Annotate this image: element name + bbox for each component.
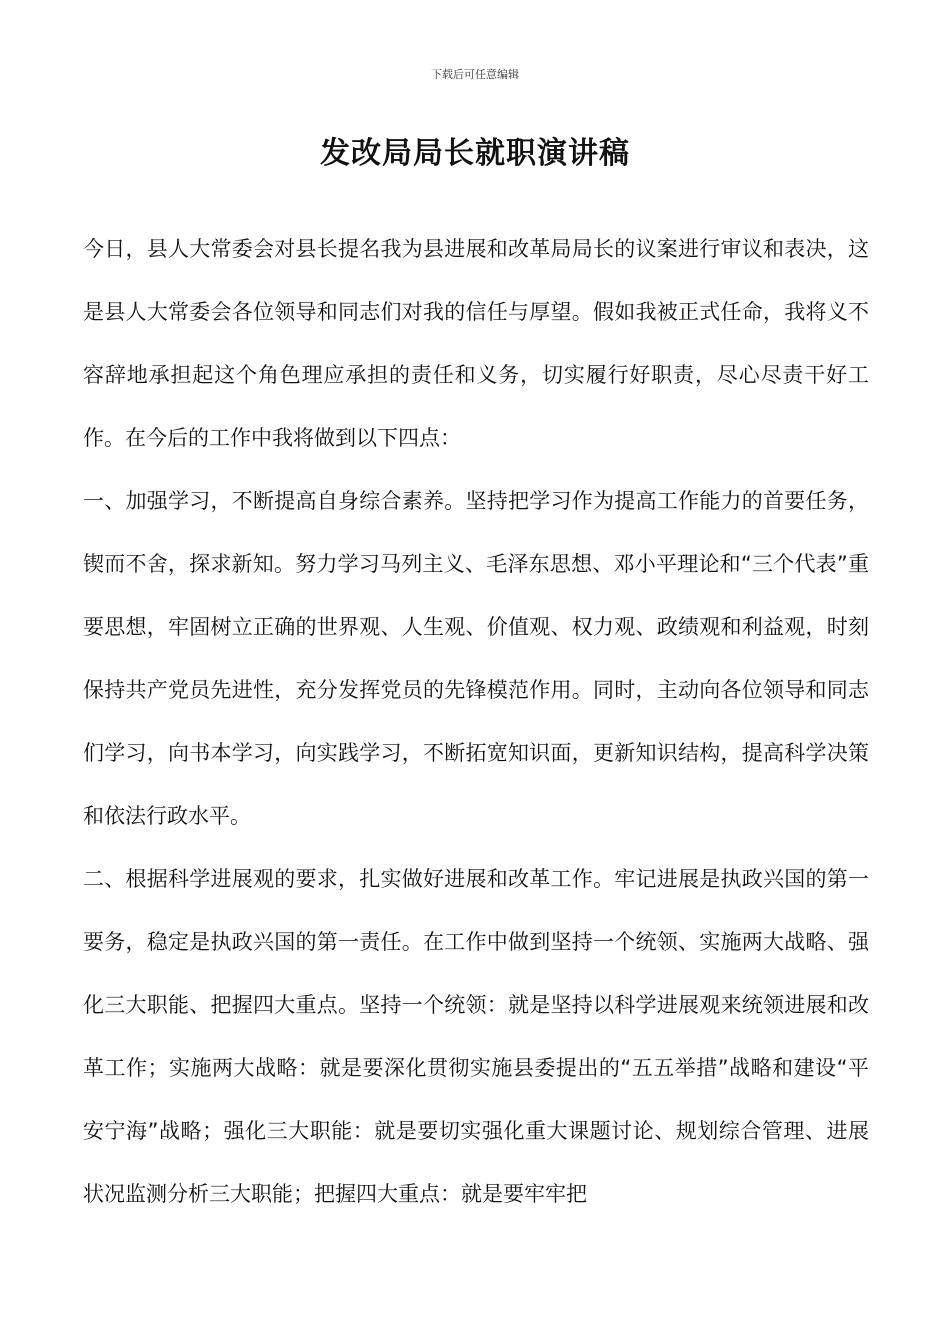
paragraph-intro: 今日，县人大常委会对县长提名我为县进展和改革局局长的议案进行审议和表决，这是县人大常委会各位领导和同志们对我的信任与厚望。假如我被正式任命，我将义不容辞地承担起这个角色理应承担的责任和义务，切实履行好职责，尽心尽责干好工作。在今后的工作中我将做到以下四点：	[83, 237, 869, 450]
paragraph-point-two: 二、根据科学进展观的要求，扎实做好进展和改革工作。牢记进展是执政兴国的第一要务，稳定是执政兴国的第一责任。在工作中做到坚持一个统领、实施两大战略、强化三大职能、把握四大重点。坚持一个统领：就是坚持以科学进展观来统领进展和改革工作；实施两大战略：就是要深化贯彻实施县委提出的“五五举措”战略和建设“平安宁海”战略；强化三大职能：就是要切实强化重大课题讨论、规划综合管理、进展状况监测分析三大职能；把握四大重点：就是要牢牢把	[83, 867, 869, 1206]
document-title: 发改局局长就职演讲稿	[320, 136, 630, 171]
header-note: 下载后可任意编辑	[431, 68, 519, 81]
document-body	[83, 218, 869, 1226]
paragraph-point-one: 一、加强学习，不断提高自身综合素养。坚持把学习作为提高工作能力的首要任务，锲而不舍，探求新知。努力学习马列主义、毛泽东思想、邓小平理论和“三个代表”重要思想，牢固树立正确的世界观、人生观、价值观、权力观、政绩观和利益观，时刻保持共产党员先进性，充分发挥党员的先锋模范作用。同时，主动向各位领导和同志们学习，向书本学习，向实践学习，不断拓宽知识面，更新知识结构，提高科学决策和依法行政水平。	[83, 489, 869, 828]
